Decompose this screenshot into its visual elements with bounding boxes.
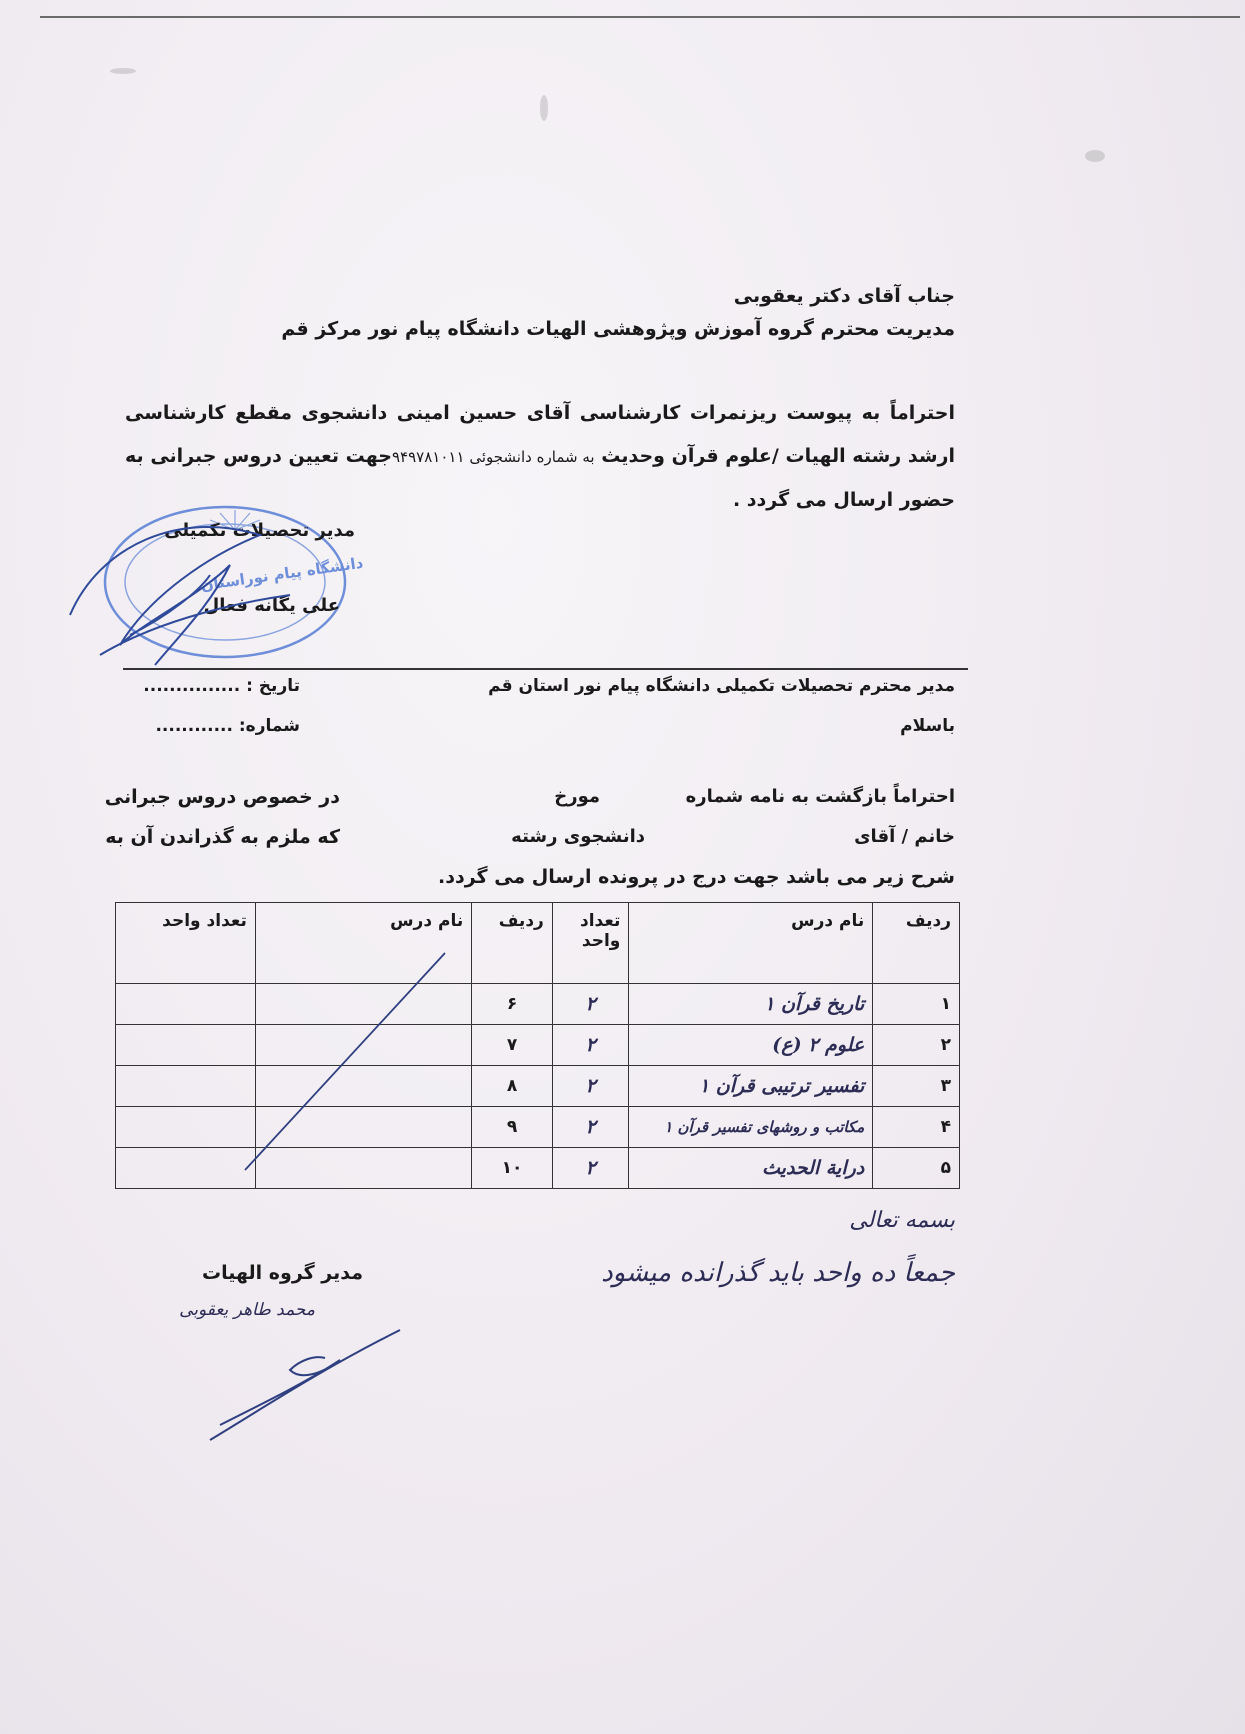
paper-mark	[1085, 150, 1105, 162]
course-units: ۲	[552, 1148, 629, 1189]
row-number-2: ۸	[472, 1066, 553, 1107]
header-units: تعداد واحد	[552, 903, 629, 984]
paper-mark	[110, 68, 136, 74]
handwritten-note-heading: بسمه تعالی	[849, 1208, 955, 1233]
reply-recipient: مدیر محترم تحصیلات تکمیلی دانشگاه پیام نور استان قم	[488, 676, 955, 696]
group-manager-signature	[200, 1320, 420, 1460]
header-course-name: نام درس	[629, 903, 873, 984]
signature-name: علی یگانه فعال	[203, 595, 340, 616]
recipient-line: مدیریت محترم گروه آموزش وپژوهشی الهیات دانشگاه پیام نور مرکز قم	[281, 318, 955, 340]
reference-subject: در خصوص دروس جبرانی	[104, 786, 340, 808]
course-units: ۲	[552, 984, 629, 1025]
course-units: ۲	[552, 1107, 629, 1148]
row-number-2: ۶	[472, 984, 553, 1025]
section-divider	[123, 668, 968, 670]
course-name: تفسیر ترتیبی قرآن ۱	[629, 1066, 873, 1107]
date-field: تاریخ : ...............	[143, 676, 300, 696]
row-number: ۳	[873, 1066, 960, 1107]
row-number-2: ۱۰	[472, 1148, 553, 1189]
course-name: علوم ۲ (ع)	[629, 1025, 873, 1066]
body-text-2: جهت تعیین دروس جبرانی به حضور ارسال می گردد .	[125, 445, 955, 511]
handwritten-signature	[60, 505, 350, 675]
group-manager-name: محمد طاهر یعقوبی	[179, 1300, 315, 1320]
course-name: دراية الحديث	[629, 1148, 873, 1189]
row-number: ۴	[873, 1107, 960, 1148]
handwritten-note: جمعاً ده واحد باید گذرانده میشود	[601, 1258, 955, 1288]
course-units: ۲	[552, 1025, 629, 1066]
row-number-2: ۷	[472, 1025, 553, 1066]
header-row-number: ردیف	[873, 903, 960, 984]
paper-mark	[540, 95, 548, 121]
row-number-2: ۹	[472, 1107, 553, 1148]
row-number: ۱	[873, 984, 960, 1025]
body-text-1: احتراماً به پیوست ریزنمرات کارشناسی آقای حسین امینی دانشجوی مقطع کارشناسی ارشد رشته الهیات /علوم قرآن وحدیث	[125, 402, 955, 467]
stamp-text: دانشگاه پیام نوراستان	[199, 553, 365, 595]
row-number: ۵	[873, 1148, 960, 1189]
header-row-number-2: ردیف	[472, 903, 553, 984]
strike-through-line	[235, 945, 465, 1175]
reference-line-2: خانم / آقای	[854, 826, 955, 847]
reference-dated: مورخ	[554, 786, 600, 807]
reply-greeting: باسلام	[900, 716, 955, 736]
salutation: جناب آقای دکتر یعقوبی	[733, 285, 955, 307]
course-units: ۲	[552, 1066, 629, 1107]
top-edge-line	[40, 16, 1240, 18]
signature-title: مدیر تحصیلات تکمیلی	[164, 520, 355, 541]
course-name: تاریخ قرآن ۱	[629, 984, 873, 1025]
reference-line-3: شرح زیر می باشد جهت درج در پرونده ارسال می گردد.	[438, 866, 955, 888]
header-units-2: تعداد واحد	[116, 903, 256, 984]
group-manager-title: مدیر گروه الهیات	[202, 1262, 363, 1284]
reference-student: دانشجوی رشته	[511, 826, 645, 847]
reference-obliged: که ملزم به گذراندن آن به	[105, 826, 340, 848]
reference-line-1: احتراماً بازگشت به نامه شماره	[685, 786, 955, 807]
student-number-text: به شماره دانشجوئی ۹۴۹۷۸۱۰۱۱	[391, 448, 595, 466]
header-course-name-2: نام درس	[255, 903, 471, 984]
course-name: مکاتب و روشهای تفسیر قرآن ۱	[629, 1107, 873, 1148]
row-number: ۲	[873, 1025, 960, 1066]
number-field: شماره: ............	[155, 716, 300, 736]
